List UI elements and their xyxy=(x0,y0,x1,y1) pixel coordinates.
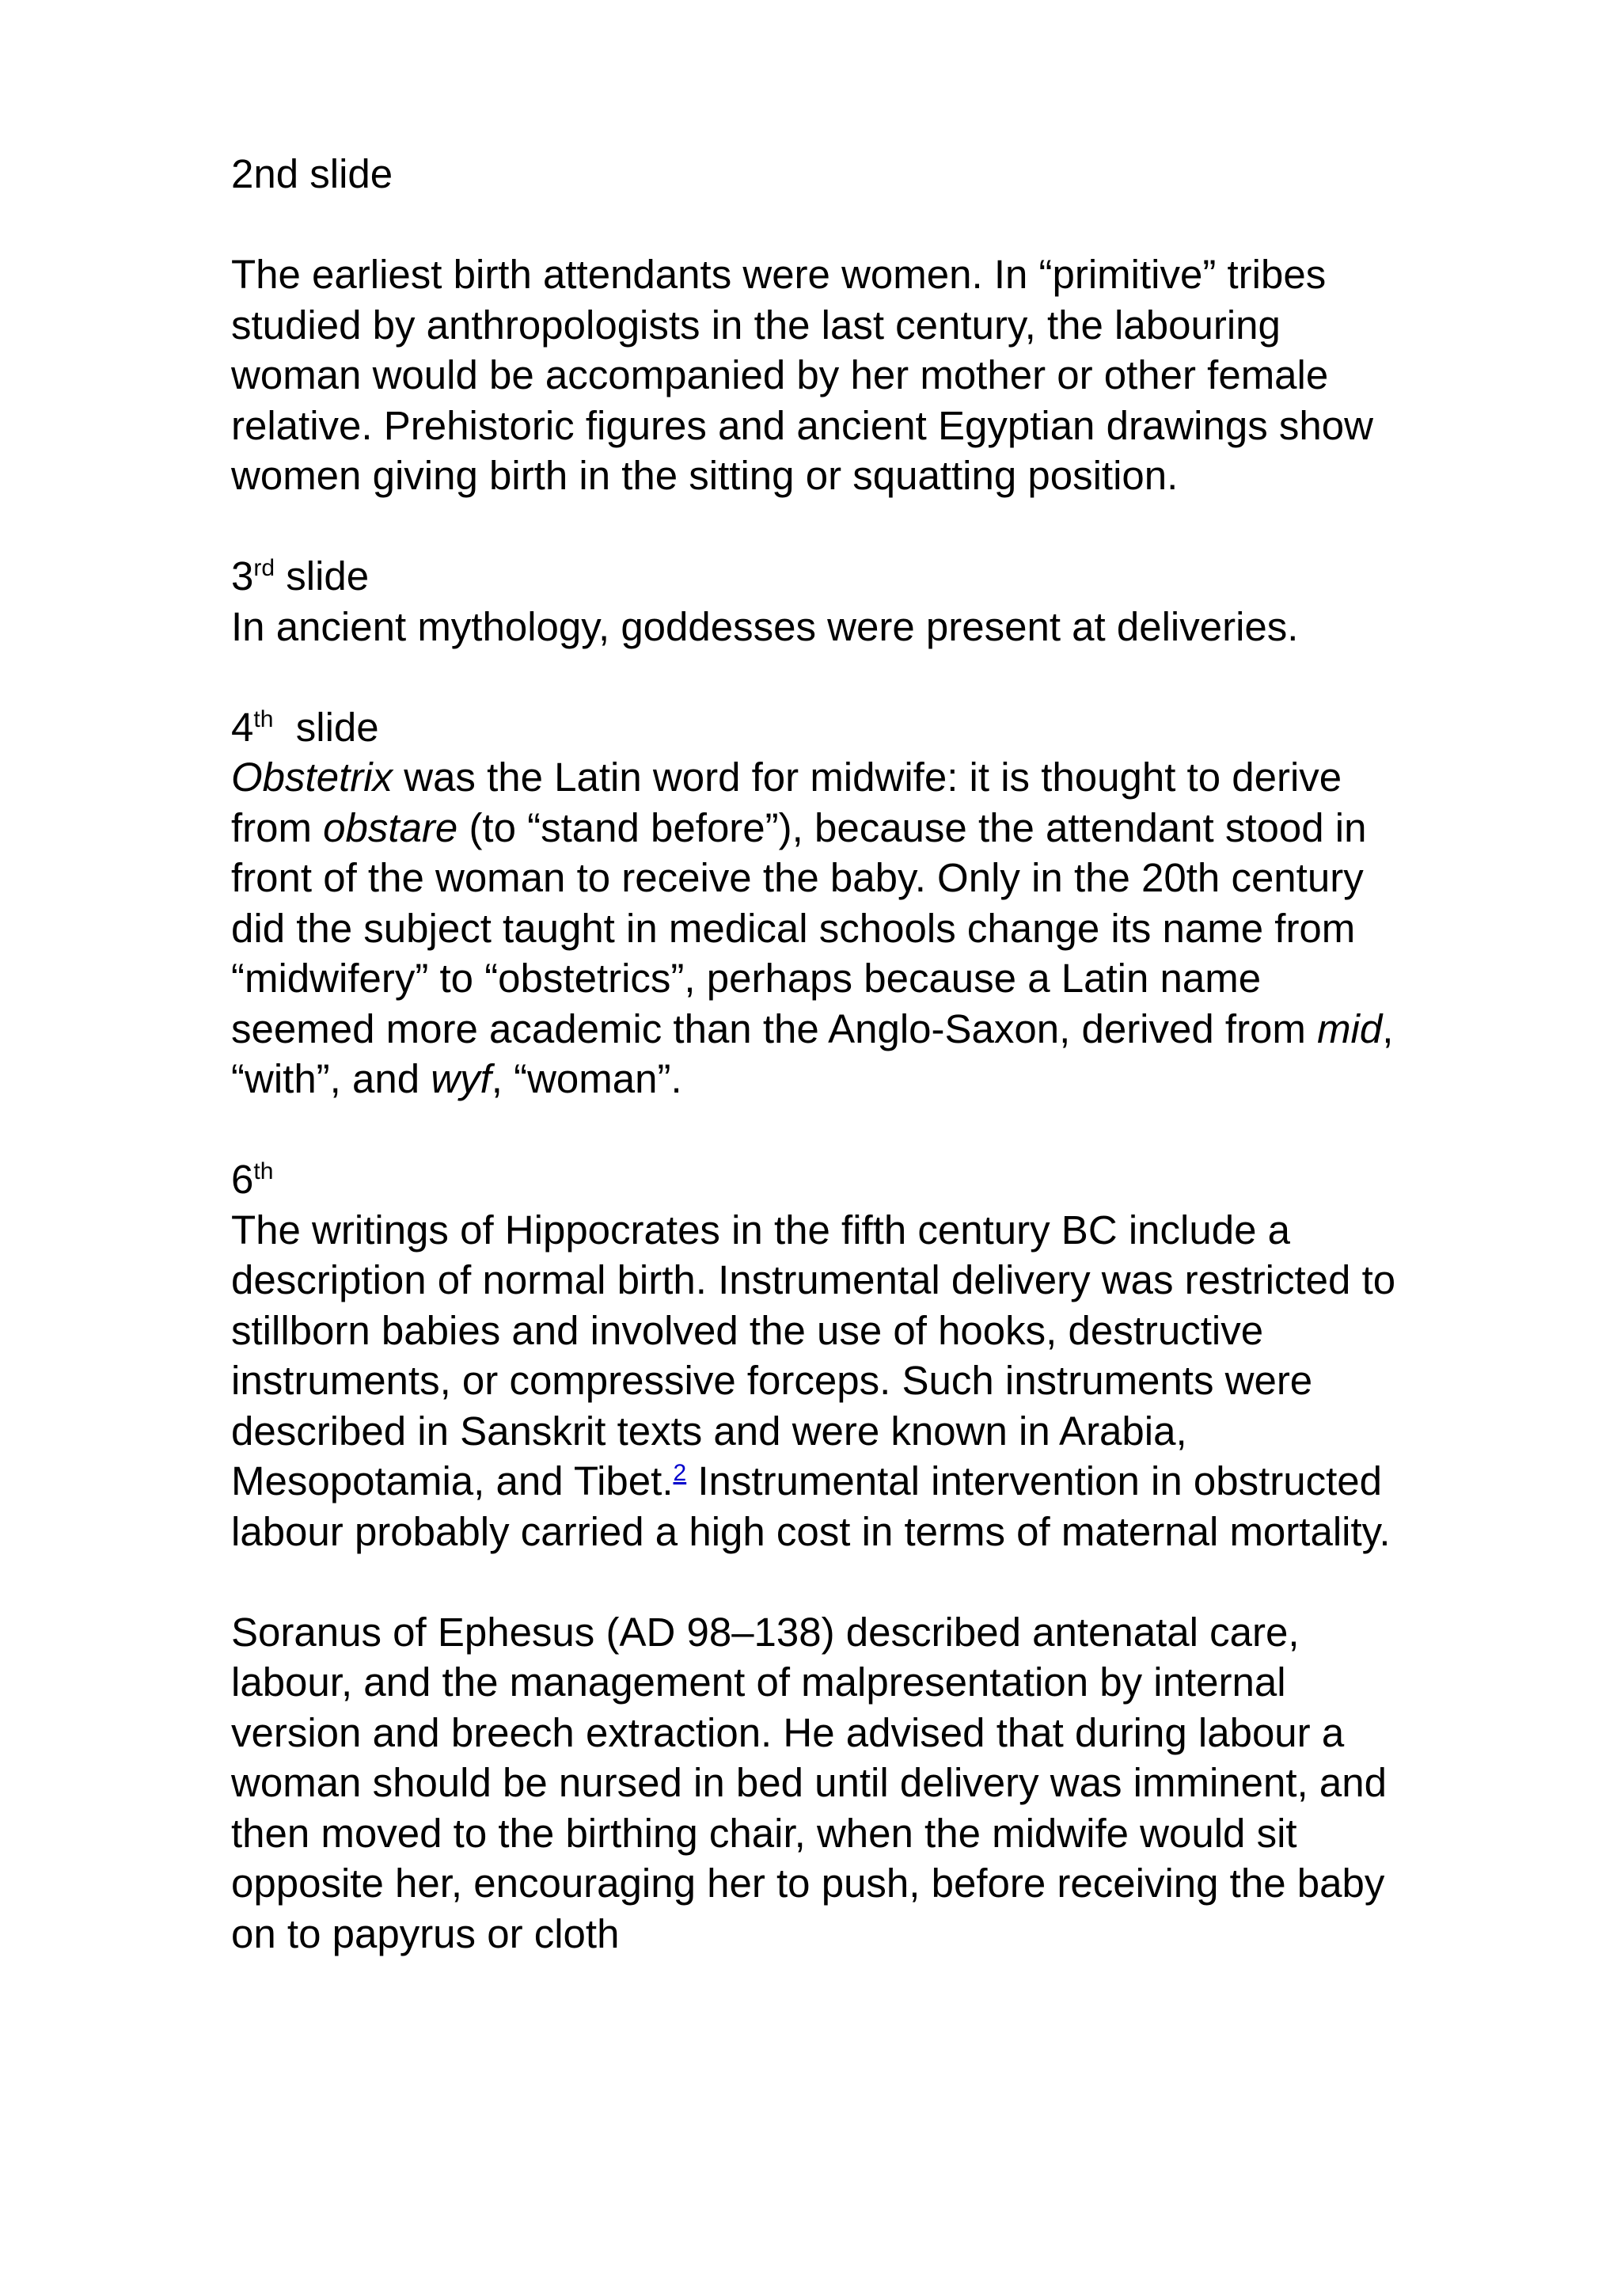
paragraph-line: “midwifery” to “obstetrics”, perhaps because a Latin name xyxy=(231,956,1262,1001)
paragraph-line: instruments, or compressive forceps. Such instruments were xyxy=(231,1358,1313,1403)
paragraph-line: seemed more academic than the Anglo-Saxon, derived from mid, xyxy=(231,1005,1394,1051)
section-heading: 4th slide xyxy=(231,704,379,750)
section-slide-2 xyxy=(231,149,1498,501)
paragraph-line: Obstetrix was the Latin word for midwife: it is thought to derive xyxy=(231,755,1342,800)
paragraph-line: front of the woman to receive the baby. Only in the 20th century xyxy=(231,855,1364,900)
paragraph-line: version and breech extraction. He advised that during labour a xyxy=(231,1709,1345,1755)
footnote-link[interactable]: 2 xyxy=(673,1460,687,1486)
paragraph-line: then moved to the birthing chair, when the midwife would sit xyxy=(231,1810,1297,1856)
paragraph-line: labour probably carried a high cost in terms of maternal mortality. xyxy=(231,1508,1391,1554)
paragraph-line: woman should be nursed in bed until delivery was imminent, and xyxy=(231,1760,1387,1805)
document-body xyxy=(231,149,1498,2009)
paragraph-line: woman would be accompanied by her mother or other female xyxy=(231,352,1329,397)
section-slide-3 xyxy=(231,551,1498,652)
paragraph-line: In ancient mythology, goddesses were present at deliveries. xyxy=(231,603,1299,649)
paragraph-line: The earliest birth attendants were women. In “primitive” tribes xyxy=(231,252,1327,297)
paragraph-line: relative. Prehistoric figures and ancient Egyptian drawings show xyxy=(231,402,1373,448)
paragraph-line: studied by anthropologists in the last century, the labouring xyxy=(231,302,1281,348)
section-heading: 2nd slide xyxy=(231,151,393,196)
section-soranus xyxy=(231,1607,1498,1960)
paragraph-line: women giving birth in the sitting or squatting position. xyxy=(231,453,1179,498)
paragraph-line: description of normal birth. Instrumental delivery was restricted to xyxy=(231,1257,1396,1302)
section-slide-4 xyxy=(231,702,1498,1104)
paragraph-line: Soranus of Ephesus (AD 98–138) described antenatal care, xyxy=(231,1609,1300,1655)
paragraph-line: “with”, and wyf, “woman”. xyxy=(231,1056,682,1101)
section-slide-6 xyxy=(231,1154,1498,1557)
paragraph-line: did the subject taught in medical schools change its name from xyxy=(231,905,1356,951)
paragraph-line: labour, and the management of malpresentation by internal xyxy=(231,1659,1286,1705)
section-heading: 6th xyxy=(231,1157,274,1202)
section-heading: 3rd slide xyxy=(231,553,370,599)
paragraph-line: The writings of Hippocrates in the fifth century BC include a xyxy=(231,1207,1290,1253)
paragraph-line: on to papyrus or cloth xyxy=(231,1910,620,1956)
paragraph-line: Mesopotamia, and Tibet.$^2$ Instrumental intervention in obstructed xyxy=(231,1458,1382,1503)
paragraph-line: described in Sanskrit texts and were known in Arabia, xyxy=(231,1408,1187,1454)
paragraph-line: stillborn babies and involved the use of hooks, destructive xyxy=(231,1307,1264,1353)
paragraph-line: from obstare (to “stand before”), because the attendant stood in xyxy=(231,804,1367,850)
paragraph-line: opposite her, encouraging her to push, before receiving the baby xyxy=(231,1861,1385,1906)
